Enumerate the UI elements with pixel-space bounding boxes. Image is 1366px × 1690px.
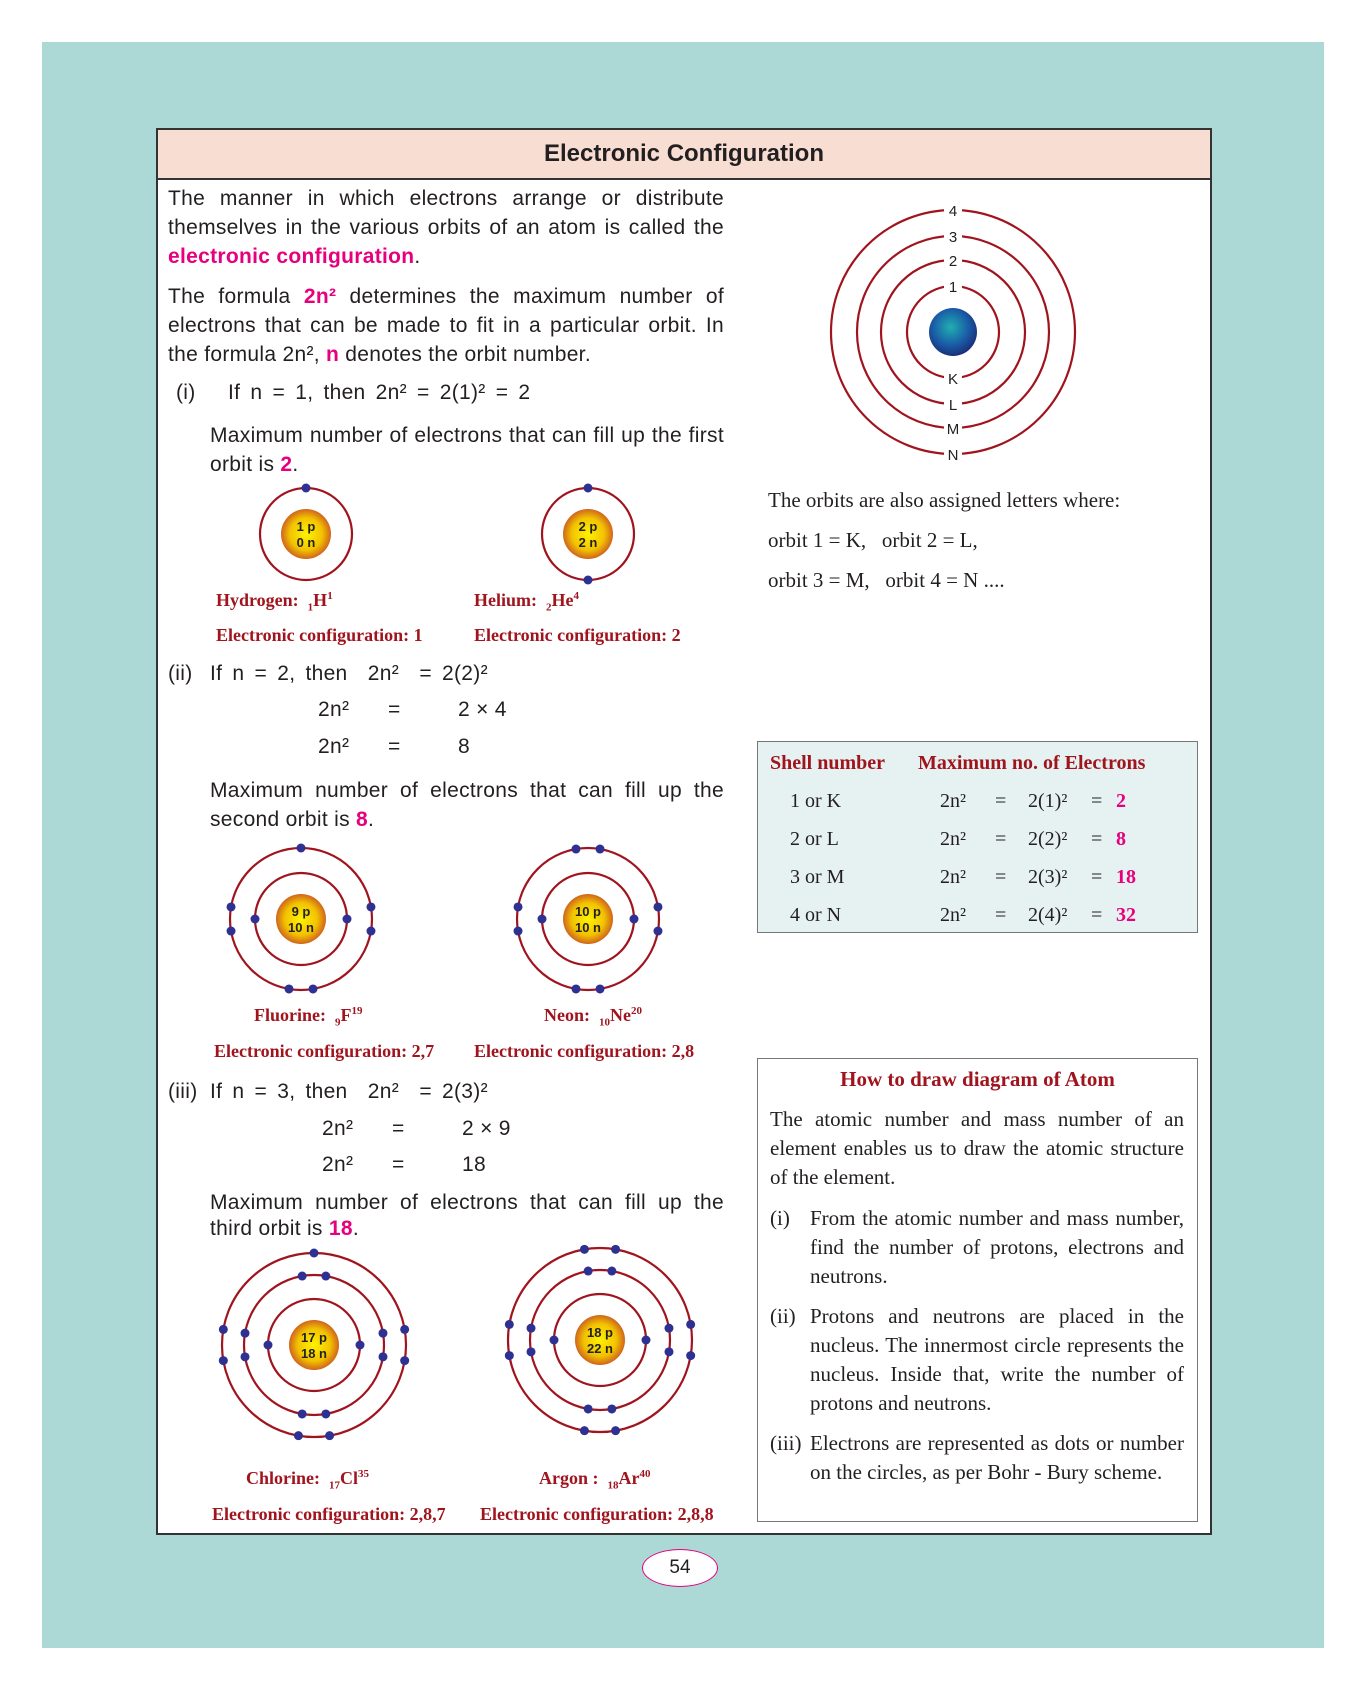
cell-eq2: = <box>1091 790 1103 812</box>
element-name: Chlorine: <box>246 1468 320 1488</box>
max-text: Maximum number of electrons that can fill up the third orbit is <box>210 1191 724 1240</box>
rhs: 18 <box>462 1153 486 1176</box>
formula-highlight: 2n² <box>303 285 337 308</box>
nucleus <box>575 1315 625 1365</box>
nucleus <box>563 509 613 559</box>
cell-expr: 2(1)² <box>1028 790 1068 812</box>
electron-dot <box>505 1320 514 1329</box>
proton-count: 9 p <box>291 904 311 919</box>
step-number: (i) <box>770 1206 790 1230</box>
element-label <box>474 590 579 614</box>
case-1-equation: If n = 1, then 2n² = 2(1)² = 2 <box>228 381 531 404</box>
nucleus <box>276 894 326 944</box>
element-symbol: Ar <box>618 1468 640 1488</box>
electron-dot <box>527 1347 536 1356</box>
element-name: Hydrogen: <box>216 590 299 610</box>
neutron-count: 18 n <box>300 1346 328 1361</box>
mass-number: 19 <box>351 1005 363 1017</box>
lhs: 2n² <box>318 735 350 758</box>
electron-dot <box>298 1272 307 1281</box>
period: . <box>292 453 299 476</box>
electronic-configuration-label: Electronic configuration: 2,8,8 <box>480 1504 714 1524</box>
cell-eq1: = <box>995 828 1007 850</box>
element-symbol: Ne <box>610 1005 631 1025</box>
nucleus <box>563 894 613 944</box>
electronic-configuration-label: Electronic configuration: 2,8,7 <box>212 1504 446 1524</box>
case-3-number: (iii) <box>168 1080 198 1103</box>
table-header <box>758 748 1197 778</box>
neutron-count: 22 n <box>586 1341 614 1356</box>
electron-dot <box>596 984 605 993</box>
rhs: 8 <box>458 735 470 758</box>
n-highlight: n <box>326 343 340 366</box>
orbit-number: 2 <box>948 253 958 270</box>
case-3-line-1 <box>322 1117 511 1141</box>
max-value: 18 <box>328 1217 353 1240</box>
mass-number: 35 <box>358 1468 369 1480</box>
orbit-shells-diagram <box>818 195 1088 475</box>
electron-dot <box>653 927 662 936</box>
electronic-configuration-label: Electronic configuration: 1 <box>216 625 423 645</box>
element-symbol: H <box>313 590 328 610</box>
atomic-number: 17 <box>329 1479 340 1492</box>
step-text: Electrons are represented as dots or number on the circles, as per Bohr - Bury scheme. <box>810 1431 1184 1484</box>
equals: = <box>388 735 401 758</box>
electron-dot <box>607 1267 616 1276</box>
electron-dot <box>514 927 523 936</box>
intro-text-end: . <box>414 245 421 268</box>
electron-dot <box>310 1249 319 1258</box>
atom-diagram-ar <box>498 1238 702 1442</box>
element-label <box>216 590 333 614</box>
period: . <box>368 808 375 831</box>
orbit-letter: L <box>948 397 958 414</box>
electron-dot <box>241 1329 250 1338</box>
orbit-letters-line-2: orbit 1 = K, orbit 2 = L, <box>768 528 978 552</box>
page-number: 54 <box>642 1549 718 1587</box>
formula-text-3: denotes the orbit number. <box>339 343 591 366</box>
cell-shell: 1 or K <box>790 790 842 812</box>
electron-dot <box>298 1409 307 1418</box>
electron-dot <box>294 1431 303 1440</box>
cell-value: 8 <box>1116 828 1126 850</box>
electron-dot <box>297 844 306 853</box>
electron-dot <box>325 1431 334 1440</box>
electronic-configuration-label: Electronic configuration: 2,7 <box>214 1041 435 1061</box>
table-row <box>758 824 1197 854</box>
mass-number: 20 <box>631 1005 642 1017</box>
case-1-max <box>210 421 724 479</box>
orbit-number: 1 <box>948 279 958 296</box>
max-text: Maximum number of electrons that can fill up the first orbit is <box>210 424 724 476</box>
neutron-count: 10 n <box>574 920 602 935</box>
nucleus <box>289 1320 339 1370</box>
element-label <box>254 1005 363 1029</box>
electron-dot <box>584 1267 593 1276</box>
electron-dot <box>550 1336 559 1345</box>
electron-dot <box>664 1324 673 1333</box>
mass-number: 4 <box>573 590 579 602</box>
element-name: Argon : <box>539 1468 599 1488</box>
electron-dot <box>584 484 593 493</box>
element-label <box>246 1468 369 1492</box>
electron-dot <box>378 1329 387 1338</box>
orbit-letter: K <box>947 371 959 388</box>
orbit-number: 4 <box>948 203 958 220</box>
electron-dot <box>571 845 580 854</box>
cell-expr: 2(2)² <box>1028 828 1068 850</box>
intro-paragraph-2 <box>168 282 724 369</box>
how-to-title: How to draw diagram of Atom <box>840 1067 1115 1091</box>
formula-text-2: determines the maximum number of electrons that can be made to fit in a particular orbit. In the formula 2n², <box>168 285 724 366</box>
shell-capacity-table <box>757 741 1198 933</box>
proton-count: 10 p <box>574 904 602 919</box>
neutron-count: 10 n <box>287 920 315 935</box>
case-3-equation: If n = 3, then 2n² = 2(3)² <box>210 1080 488 1103</box>
electron-dot <box>321 1409 330 1418</box>
cell-value: 32 <box>1116 904 1136 926</box>
electron-dot <box>653 902 662 911</box>
electron-dot <box>571 984 580 993</box>
max-text: Maximum number of electrons that can fill up the second orbit is <box>210 779 724 831</box>
table-row <box>758 862 1197 892</box>
atomic-number: 10 <box>599 1016 610 1029</box>
electron-dot <box>400 1356 409 1365</box>
electron-dot <box>302 484 311 493</box>
max-value: 2 <box>280 453 293 476</box>
cell-eq2: = <box>1091 904 1103 926</box>
nucleus <box>281 509 331 559</box>
table-row <box>758 786 1197 816</box>
orbit-number: 3 <box>948 229 958 246</box>
electron-dot <box>219 1356 228 1365</box>
cell-formula: 2n² <box>940 866 966 888</box>
period: . <box>352 1217 359 1240</box>
electron-dot <box>611 1245 620 1254</box>
atomic-number: 18 <box>607 1479 619 1492</box>
cell-eq1: = <box>995 790 1007 812</box>
electron-dot <box>219 1325 228 1334</box>
electron-dot <box>366 927 375 936</box>
proton-count: 1 p <box>296 519 316 534</box>
element-symbol: He <box>551 590 574 610</box>
atom-diagram-h <box>250 478 362 590</box>
equals: = <box>392 1117 405 1140</box>
electron-dot <box>227 902 236 911</box>
mass-number: 1 <box>327 590 333 602</box>
electron-dot <box>251 915 260 924</box>
electron-dot <box>356 1341 365 1350</box>
cell-eq1: = <box>995 866 1007 888</box>
electron-dot <box>642 1336 651 1345</box>
electron-dot <box>630 915 639 924</box>
electron-dot <box>580 1426 589 1435</box>
cell-value: 18 <box>1116 866 1136 888</box>
cell-shell: 2 or L <box>790 828 839 850</box>
case-2-equation: If n = 2, then 2n² = 2(2)² <box>210 662 488 685</box>
how-to-intro: The atomic number and mass number of an element enables us to draw the atomic structure of the element. <box>770 1107 1184 1189</box>
cell-shell: 4 or N <box>790 904 842 926</box>
electron-dot <box>584 1404 593 1413</box>
equals: = <box>392 1153 405 1176</box>
electron-dot <box>241 1352 250 1361</box>
how-to-draw-box <box>757 1058 1198 1522</box>
electron-dot <box>378 1352 387 1361</box>
element-label <box>544 1005 642 1029</box>
cell-eq2: = <box>1091 866 1103 888</box>
step-text: Protons and neutrons are placed in the nucleus. The innermost circle represents the nucleus. Inside that, write the number of protons and neutrons. <box>810 1304 1184 1415</box>
case-2-line-1 <box>318 698 507 722</box>
cell-formula: 2n² <box>940 790 966 812</box>
intro-text: The manner in which electrons arrange or distribute themselves in the various orbits of an atom is called the <box>168 187 724 239</box>
element-name: Neon: <box>544 1005 590 1025</box>
electron-dot <box>343 915 352 924</box>
element-name: Fluorine: <box>254 1005 326 1025</box>
electron-dot <box>227 927 236 936</box>
electron-dot <box>284 984 293 993</box>
case-2-max <box>210 776 724 834</box>
atomic-number: 1 <box>307 601 314 614</box>
electron-dot <box>321 1272 330 1281</box>
orbit-letter: N <box>947 447 959 464</box>
cell-value: 2 <box>1116 790 1126 812</box>
cell-expr: 2(4)² <box>1028 904 1068 926</box>
step-number: (ii) <box>770 1304 796 1328</box>
atom-diagram-cl <box>212 1243 416 1447</box>
electronic-configuration-label: Electronic configuration: 2 <box>474 625 681 645</box>
electron-dot <box>686 1351 695 1360</box>
atom-diagram-ne <box>507 838 669 1000</box>
element-label <box>539 1468 651 1492</box>
atom-diagram-he <box>532 478 644 590</box>
orbit-letters-line-3: orbit 3 = M, orbit 4 = N .... <box>768 568 1005 592</box>
case-3-max <box>210 1190 724 1242</box>
max-value: 8 <box>356 808 369 831</box>
equals: = <box>388 698 401 721</box>
orbit-letters-line-1: The orbits are also assigned letters where: <box>768 488 1121 512</box>
cell-shell: 3 or M <box>790 866 845 888</box>
rhs: 2 × 4 <box>458 698 507 721</box>
electron-dot <box>584 576 593 585</box>
electron-dot <box>607 1404 616 1413</box>
intro-paragraph-1 <box>168 184 724 271</box>
electron-dot <box>264 1341 273 1350</box>
lhs: 2n² <box>322 1153 354 1176</box>
orbit-letter: M <box>946 421 960 438</box>
atomic-number: 2 <box>546 601 552 614</box>
electron-dot <box>580 1245 589 1254</box>
table-row <box>758 900 1197 930</box>
key-term: electronic configuration <box>168 245 415 268</box>
page-title: Electronic Configuration <box>158 130 1210 180</box>
electron-dot <box>596 845 605 854</box>
step-text: From the atomic number and mass number, find the number of protons, electrons and neutrons. <box>810 1206 1184 1288</box>
electron-dot <box>514 902 523 911</box>
electron-dot <box>664 1347 673 1356</box>
cell-formula: 2n² <box>940 828 966 850</box>
electron-dot <box>611 1426 620 1435</box>
electron-dot <box>527 1324 536 1333</box>
proton-count: 18 p <box>586 1325 614 1340</box>
electron-dot <box>505 1351 514 1360</box>
cell-eq1: = <box>995 904 1007 926</box>
cell-expr: 2(3)² <box>1028 866 1068 888</box>
mass-number: 40 <box>639 1468 651 1480</box>
case-2-number: (ii) <box>168 662 193 685</box>
rhs: 2 × 9 <box>462 1117 511 1140</box>
lhs: 2n² <box>322 1117 354 1140</box>
atom-diagram-f <box>220 838 382 1000</box>
neutron-count: 2 n <box>578 535 598 550</box>
electron-dot <box>538 915 547 924</box>
element-symbol: F <box>340 1005 352 1025</box>
case-3-line-2 <box>322 1153 486 1177</box>
electron-dot <box>366 902 375 911</box>
electron-dot <box>309 984 318 993</box>
proton-count: 17 p <box>300 1330 328 1345</box>
proton-count: 2 p <box>578 519 598 534</box>
case-1-number: (i) <box>176 381 196 404</box>
electronic-configuration-label: Electronic configuration: 2,8 <box>474 1041 695 1061</box>
step-number: (iii) <box>770 1431 802 1455</box>
lhs: 2n² <box>318 698 350 721</box>
cell-eq2: = <box>1091 828 1103 850</box>
header-max-electrons: Maximum no. of Electrons <box>918 752 1146 774</box>
electron-dot <box>400 1325 409 1334</box>
element-symbol: Cl <box>340 1468 358 1488</box>
formula-text: The formula <box>168 285 304 308</box>
electron-dot <box>686 1320 695 1329</box>
case-2-line-2 <box>318 735 470 759</box>
header-shell-number: Shell number <box>770 752 886 774</box>
atomic-number: 9 <box>335 1016 341 1029</box>
cell-formula: 2n² <box>940 904 966 926</box>
nucleus-icon <box>929 308 977 356</box>
element-name: Helium: <box>474 590 537 610</box>
neutron-count: 0 n <box>296 535 316 550</box>
